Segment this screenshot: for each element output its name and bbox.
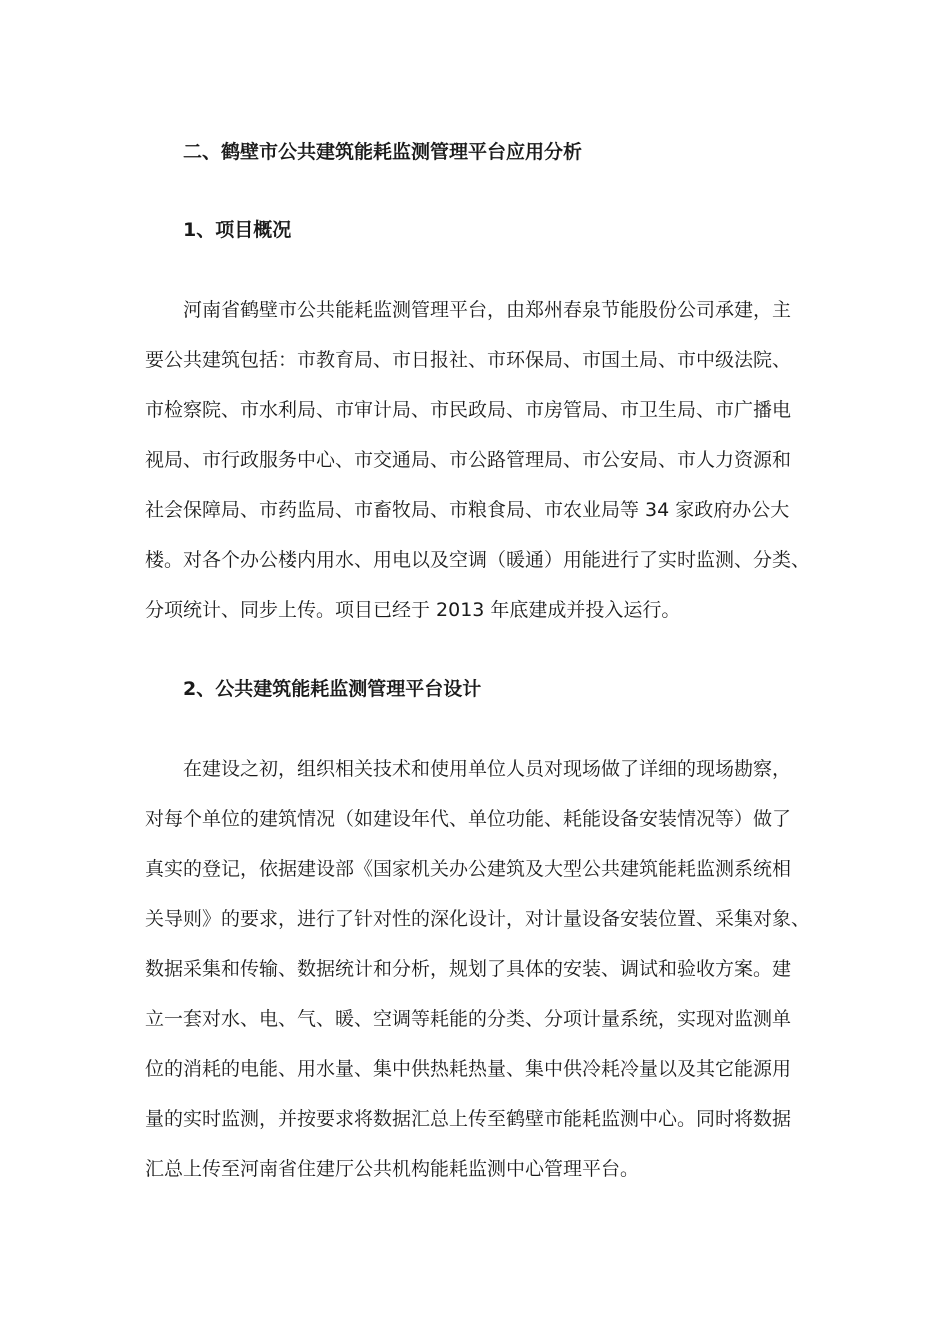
paragraph-line: 分项统计、同步上传。项目已经于 2013 年底建成并投入运行。: [145, 599, 681, 621]
paragraph-line: 真实的登记，依据建设部《国家机关办公建筑及大型公共建筑能耗监测系统相: [145, 858, 792, 880]
paragraph-line: 立一套对水、电、气、暖、空调等耗能的分类、分项计量系统，实现对监测单: [145, 1008, 792, 1030]
paragraph-line: 社会保障局、市药监局、市畜牧局、市粮食局、市农业局等 34 家政府办公大: [145, 499, 790, 521]
subsection-heading-project-overview: 1、项目概况: [183, 219, 292, 241]
paragraph-line: 市检察院、市水利局、市审计局、市民政局、市房管局、市卫生局、市广播电: [145, 399, 792, 421]
paragraph-platform-design: [145, 744, 820, 1194]
paragraph-line: 量的实时监测，并按要求将数据汇总上传至鹤壁市能耗监测中心。同时将数据: [145, 1108, 792, 1130]
paragraph-line: 在建设之初，组织相关技术和使用单位人员对现场做了详细的现场勘察，: [183, 758, 792, 780]
paragraph-line: 河南省鹤壁市公共能耗监测管理平台，由郑州春泉节能股份公司承建，主: [183, 299, 792, 321]
paragraph-line: 楼。对各个办公楼内用水、用电以及空调（暖通）用能进行了实时监测、分类、: [145, 549, 811, 571]
section-heading: 二、鹤壁市公共建筑能耗监测管理平台应用分析: [183, 141, 583, 163]
paragraph-line: 位的消耗的电能、用水量、集中供热耗热量、集中供冷耗冷量以及其它能源用: [145, 1058, 792, 1080]
paragraph-line: 要公共建筑包括：市教育局、市日报社、市环保局、市国土局、市中级法院、: [145, 349, 792, 371]
paragraph-project-overview: [145, 285, 820, 635]
paragraph-line: 视局、市行政服务中心、市交通局、市公路管理局、市公安局、市人力资源和: [145, 449, 792, 471]
paragraph-line: 对每个单位的建筑情况（如建设年代、单位功能、耗能设备安装情况等）做了: [145, 808, 792, 830]
paragraph-line: 关导则》的要求，进行了针对性的深化设计，对计量设备安装位置、采集对象、: [145, 908, 811, 930]
paragraph-line: 数据采集和传输、数据统计和分析，规划了具体的安装、调试和验收方案。建: [145, 958, 792, 980]
paragraph-line: 汇总上传至河南省住建厅公共机构能耗监测中心管理平台。: [145, 1158, 640, 1180]
subsection-heading-platform-design: 2、公共建筑能耗监测管理平台设计: [183, 678, 482, 700]
